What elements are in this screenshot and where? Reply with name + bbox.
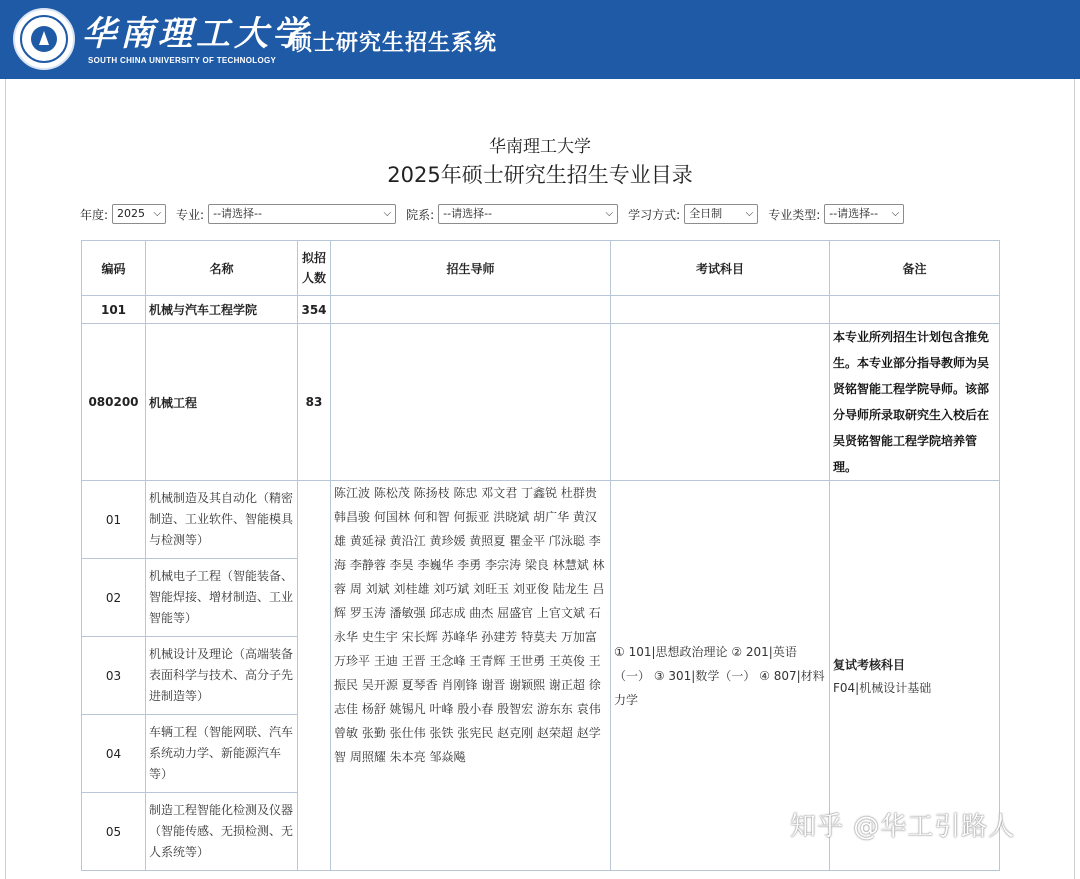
header-name: 名称 — [146, 241, 298, 296]
department-select[interactable] — [438, 204, 618, 224]
study-mode-select-value: 全日制 — [689, 207, 723, 220]
college-code: 101 — [82, 296, 146, 324]
exam-subjects: ① 101|思想政治理论 ② 201|英语（一） ③ 301|数学（一） ④ 807|材料力学 — [611, 481, 830, 871]
header-code: 编码 — [82, 241, 146, 296]
page-title-university: 华南理工大学 — [489, 137, 591, 157]
major-type-select[interactable] — [824, 204, 904, 224]
header-quota-line2: 人数 — [301, 271, 326, 285]
table-row-major[interactable] — [82, 324, 1000, 481]
table-header-row — [82, 241, 1000, 296]
chevron-down-icon: ⌵ — [153, 208, 162, 219]
major-select-value: --请选择-- — [213, 207, 262, 220]
direction-code: 02 — [82, 559, 146, 637]
direction-code: 01 — [82, 481, 146, 559]
department-select-value: --请选择-- — [443, 207, 493, 220]
department-label: 院系: — [406, 207, 435, 222]
retest-subject: F04|机械设计基础 — [833, 680, 932, 695]
watermark: 知乎 @华工引路人 — [790, 812, 1016, 842]
major-note: 本专业所列招生计划包含推免生。本专业部分指导教师为吴贤铭智能工程学院导师。该部分导师所录取研究生入校后在吴贤铭智能工程学院培养管理。 — [830, 324, 1000, 481]
college-quota: 354 — [298, 296, 331, 324]
header-exam: 考试科目 — [611, 241, 830, 296]
header-remark: 备注 — [830, 241, 1000, 296]
direction-name: 机械设计及理论（高端装备表面科学与技术、高分子先进制造等） — [146, 637, 298, 715]
tutor-list: 陈江波 陈松茂 陈扬枝 陈忠 邓文君 丁鑫锐 杜群贵 韩昌骏 何国林 何和智 何振亚 洪晓斌 胡广华 黄汉雄 黄延禄 黄沿江 黄珍媛 黄照夏 瞿金平 邝泳聪 李海 李静蓉 李昊 李巍华 李勇 李宗涛 梁良 林慧斌 林蓉 周 刘斌 刘桂雄 刘巧斌 刘旺玉 刘亚俊 陆龙生 吕辉 罗玉涛 潘敏强 邱志成 曲杰 屈盛官 上官文斌 石永华 史生宇 宋长辉 苏峰华 孙建芳 特莫夫 万加富 万珍平 王迪 王晋 王念峰 王青辉 王世勇 王英俊 王振民 吴开源 夏琴香 肖刚锋 谢晋 谢颖熙 谢正超 徐志佳 杨舒 姚锡凡 叶峰 殷小春 殷智宏 游东东 袁伟 曾敏 张勤 张仕伟 张铁 张宪民 赵克刚 赵荣超 赵学智 周照耀 朱本亮 邹焱飚 — [331, 481, 611, 871]
chevron-down-icon: ⌵ — [383, 208, 392, 219]
direction-code: 04 — [82, 715, 146, 793]
header-tutors: 招生导师 — [331, 241, 611, 296]
study-mode-label: 学习方式: — [628, 207, 681, 222]
year-select[interactable] — [112, 204, 166, 224]
university-name-cn: 华南理工大学 — [82, 14, 310, 54]
table-row-college[interactable] — [82, 296, 1000, 324]
system-title: 硕士研究生招生系统 — [290, 30, 498, 56]
direction-name: 制造工程智能化检测及仪器（智能传感、无损检测、无人系统等） — [146, 793, 298, 871]
header-quota-line1: 拟招 — [301, 251, 326, 265]
year-select-value: 2025 — [117, 207, 146, 220]
major-code: 080200 — [82, 324, 146, 481]
direction-code: 03 — [82, 637, 146, 715]
chevron-down-icon: ⌵ — [745, 208, 754, 219]
page-title: 2025年硕士研究生招生专业目录 — [387, 163, 693, 187]
chevron-down-icon: ⌵ — [891, 208, 900, 219]
table-row[interactable] — [82, 481, 1000, 559]
year-label: 年度: — [80, 207, 109, 222]
filter-bar — [80, 203, 914, 225]
major-label: 专业: — [176, 207, 205, 222]
major-select[interactable] — [208, 204, 396, 224]
major-quota: 83 — [298, 324, 331, 481]
direction-code: 05 — [82, 793, 146, 871]
study-mode-select[interactable] — [684, 204, 758, 224]
major-type-label: 专业类型: — [768, 207, 821, 222]
direction-name: 车辆工程（智能网联、汽车系统动力学、新能源汽车等） — [146, 715, 298, 793]
major-type-select-value: --请选择-- — [829, 207, 879, 220]
chevron-down-icon: ⌵ — [605, 208, 614, 219]
header-quota — [298, 241, 331, 296]
site-header — [0, 0, 1080, 79]
direction-name: 机械电子工程（智能装备、智能焊接、增材制造、工业智能等） — [146, 559, 298, 637]
direction-name: 机械制造及其自动化（精密制造、工业软件、智能模具与检测等） — [146, 481, 298, 559]
university-name-en: SOUTH CHINA UNIVERSITY OF TECHNOLOGY — [88, 56, 277, 65]
college-name: 机械与汽车工程学院 — [146, 296, 298, 324]
catalog-table — [81, 240, 1000, 871]
major-name: 机械工程 — [146, 324, 298, 481]
retest-title: 复试考核科目 — [833, 657, 906, 672]
university-seal-icon — [13, 8, 75, 70]
